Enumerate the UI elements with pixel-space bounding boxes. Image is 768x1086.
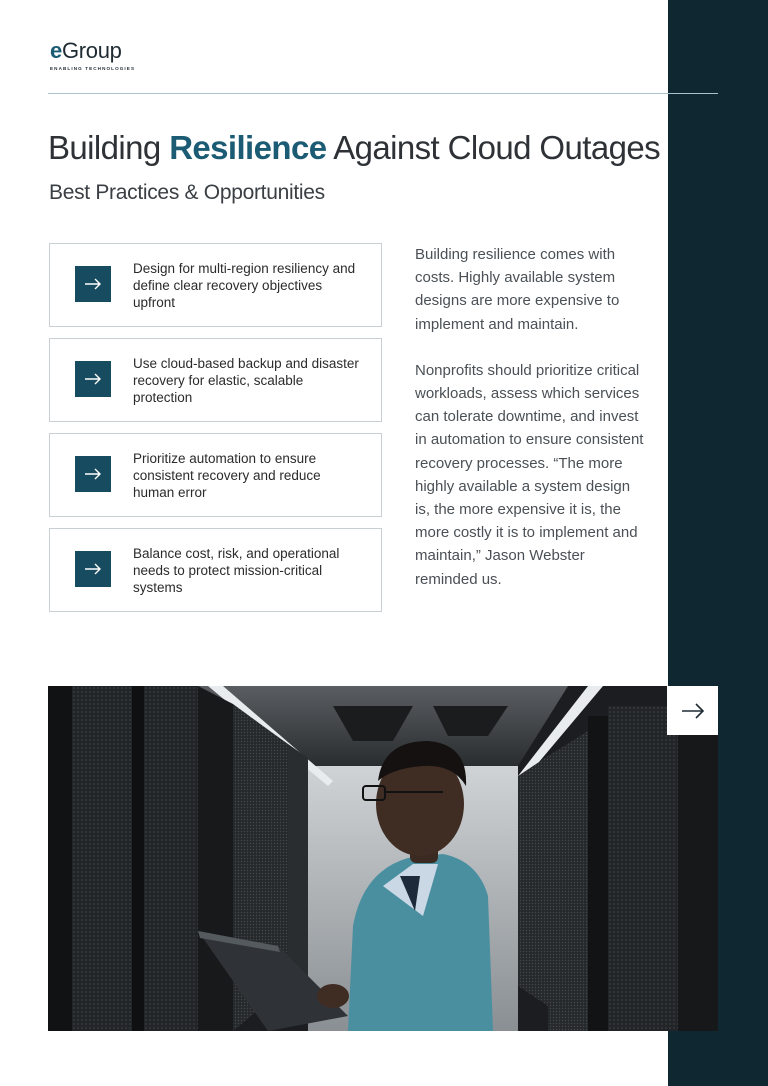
body-paragraph-2: Nonprofits should prioritize critical workloads, assess which services can tolerate downtime, and invest in automation to ensure consistent recovery processes. “The more highly available a system design is, the more expensive it is, the more costly it is to implement and maintain,” Jason Webster reminded us. [415, 361, 644, 588]
body-paragraph-1: Building resilience comes with costs. Highly available system designs are more expensive to implement and maintain. [415, 246, 620, 333]
practice-card-3 [49, 433, 382, 517]
logo-group: Group [61, 38, 122, 63]
practice-card-text: Design for multi-region resiliency and define clear recovery objectives upfront [133, 260, 356, 310]
server-room-photo [48, 686, 718, 1031]
practice-card-1 [49, 243, 382, 327]
arrow-right-icon[interactable] [667, 686, 718, 735]
title-before: Building [48, 129, 170, 166]
arrow-right-icon[interactable] [75, 551, 111, 587]
arrow-right-icon[interactable] [75, 266, 111, 302]
logo-tagline: ENABLING TECHNOLOGIES [50, 66, 136, 71]
title-after: Against Cloud Outages [326, 129, 660, 166]
body-copy [415, 243, 645, 591]
egroup-logo[interactable] [50, 40, 160, 72]
arrow-right-icon[interactable] [75, 361, 111, 397]
page-title [48, 128, 660, 168]
practice-card-text: Prioritize automation to ensure consistent recovery and reduce human error [133, 450, 321, 500]
practice-card-text: Balance cost, risk, and operational needs to protect mission-critical systems [133, 545, 340, 595]
page-subtitle: Best Practices & Opportunities [49, 181, 325, 204]
practice-card-2 [49, 338, 382, 422]
logo-wordmark [50, 40, 160, 62]
practice-card-4 [49, 528, 382, 612]
header-divider [48, 93, 718, 94]
logo-e: e [50, 38, 62, 63]
arrow-right-icon[interactable] [75, 456, 111, 492]
practice-card-text: Use cloud-based backup and disaster recovery for elastic, scalable protection [133, 355, 359, 405]
title-highlight: Resilience [169, 129, 327, 166]
